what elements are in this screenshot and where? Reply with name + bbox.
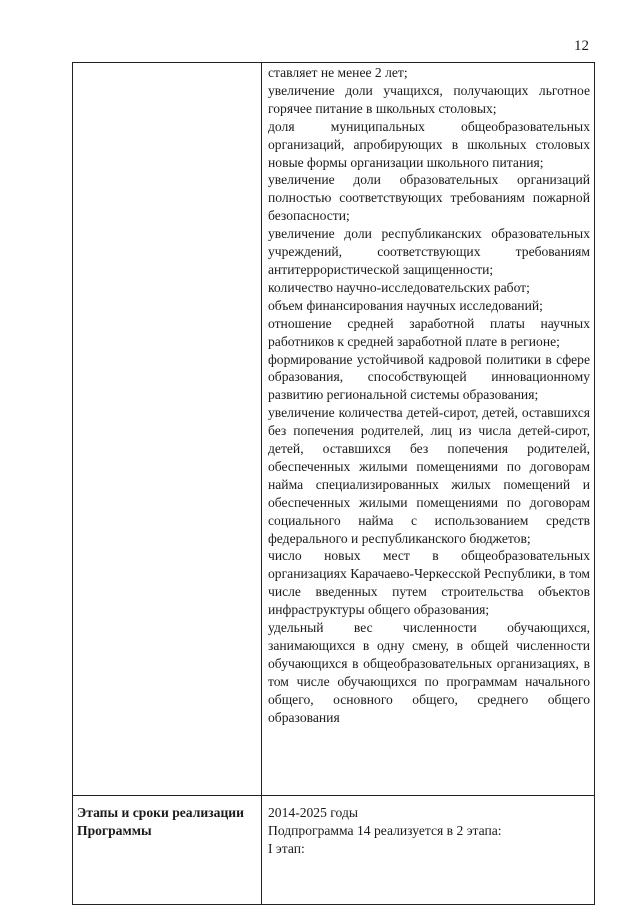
stages-label: Этапы и сроки реализации Программы — [73, 796, 262, 905]
indicator-item: количество научно-исследовательских работ; — [268, 279, 530, 295]
indicator-item: увеличение доли образовательных организаций полностью соответствующих требованиям пожарной безопасности; — [268, 172, 590, 224]
indicator-item: увеличение количества детей-сирот, детей, оставшихся без попечения родителей, лиц из числа детей-сирот, детей, оставшихся без попечения родителей, обеспеченных жилыми помещениями по договорам найма специализированных жилых помещений и обеспеченных жилыми помещениями по договорам социального найма с использованием средств федерального и республиканского бюджетов; — [268, 405, 590, 546]
indicator-item: число новых мест в общеобразовательных организациях Карачаево-Черкесской Республики, в том числе введенных путем строительства объектов инфраструктуры общего образования; — [268, 548, 590, 618]
stages-period: 2014-2025 годы — [268, 805, 358, 820]
stages-row — [73, 796, 595, 905]
indicators-label-cell — [73, 63, 262, 796]
indicator-item: доля муниципальных общеобразовательных организаций, апробирующих в школьных столовых новые формы организации школьного питания; — [268, 118, 590, 170]
indicator-item: увеличение доли учащихся, получающих льготное горячее питание в школьных столовых; — [268, 82, 590, 116]
indicator-item: удельный вес численности обучающихся, занимающихся в одну смену, в общей численности обучающихся в общеобразовательных организациях, в том числе обучающихся по программам начального общего, основного общего, среднего общего образования — [268, 620, 590, 725]
indicator-item: отношение средней заработной платы научных работников к средней заработной плате в регионе; — [268, 315, 590, 349]
indicator-item: объем финансирования научных исследований; — [268, 297, 543, 313]
indicators-row — [73, 63, 595, 796]
indicators-content-cell — [262, 63, 595, 796]
stages-content-cell — [262, 796, 595, 905]
indicator-item: формирование устойчивой кадровой политики в сфере образования, способствующей инновационному развитию региональной системы образования; — [268, 351, 590, 403]
stages-subprogram-note: Подпрограмма 14 реализуется в 2 этапа: — [268, 822, 502, 838]
page-number: 12 — [574, 38, 589, 54]
indicator-item: ставляет не менее 2 лет; — [268, 65, 408, 80]
indicator-item: увеличение доли республиканских образовательных учреждений, соответствующих требованиям антитеррористической защищенности; — [268, 226, 590, 277]
program-passport-table — [72, 62, 595, 905]
stages-first-stage: I этап: — [268, 840, 305, 856]
